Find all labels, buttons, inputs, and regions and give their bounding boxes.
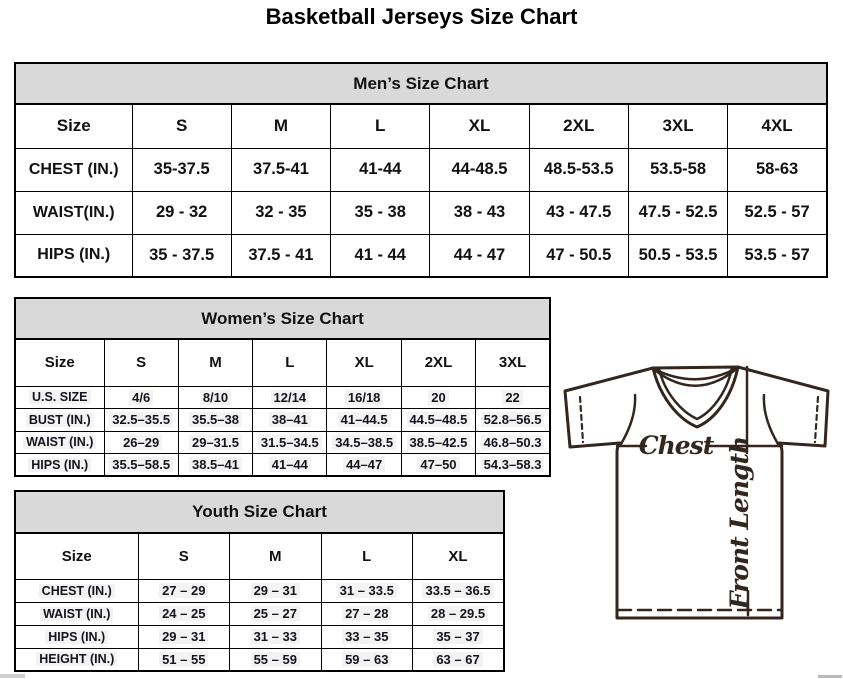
measurement-cell xyxy=(401,454,475,477)
measurement-cell xyxy=(138,579,230,602)
cell-text: 44.5–48.5 xyxy=(407,412,471,427)
jersey-outline-icon xyxy=(565,367,828,618)
measurement-cell: 52.5 - 57 xyxy=(728,191,827,234)
measurement-cell xyxy=(321,625,413,648)
cell-text: 22 xyxy=(502,390,522,405)
table-row xyxy=(15,648,504,671)
row-label xyxy=(15,625,138,648)
measurement-cell xyxy=(253,386,327,409)
size-column-header: 2XL xyxy=(401,339,475,386)
scrollbar-fragment[interactable] xyxy=(818,675,842,678)
row-label xyxy=(15,454,104,477)
cell-text: 31 – 33 xyxy=(251,629,300,644)
size-column-header: L xyxy=(331,104,430,148)
youth-size-chart-section xyxy=(14,490,505,672)
table-row xyxy=(15,148,827,191)
measurement-cell: 44-48.5 xyxy=(430,148,529,191)
measurement-cell xyxy=(230,579,322,602)
size-header-row xyxy=(15,104,827,148)
measurement-cell xyxy=(476,454,550,477)
measurement-cell xyxy=(253,431,327,454)
size-header-row xyxy=(15,533,504,579)
mens-size-chart-section xyxy=(14,62,828,278)
cell-text: 35.5–38 xyxy=(189,412,242,427)
measurement-cell xyxy=(401,386,475,409)
cell-text: 55 – 59 xyxy=(251,652,300,667)
cell-text: 16/18 xyxy=(345,390,384,405)
cell-text: 46.8–50.3 xyxy=(481,435,545,450)
measurement-cell: 53.5-58 xyxy=(628,148,727,191)
cell-text: 38.5–42.5 xyxy=(407,435,471,450)
measurement-cell: 35-37.5 xyxy=(132,148,231,191)
cell-text: 27 – 28 xyxy=(342,606,391,621)
measurement-cell xyxy=(321,648,413,671)
measurement-cell xyxy=(230,602,322,625)
size-column-header: XL xyxy=(430,104,529,148)
table-row xyxy=(15,625,504,648)
size-column-header: S xyxy=(138,533,230,579)
size-column-header: 3XL xyxy=(628,104,727,148)
measurement-cell xyxy=(476,409,550,432)
cell-text: 4/6 xyxy=(129,390,153,405)
chest-label: Chest xyxy=(638,431,714,460)
youth-size-chart-table xyxy=(14,490,505,672)
measurement-cell: 50.5 - 53.5 xyxy=(628,234,727,277)
measurement-cell: 58-63 xyxy=(728,148,827,191)
measurement-cell xyxy=(178,454,252,477)
measurement-cell xyxy=(327,454,401,477)
cell-text: 44–47 xyxy=(343,457,385,472)
cell-text: 26–29 xyxy=(120,435,162,450)
size-column-header: L xyxy=(253,339,327,386)
row-label: WAIST(IN.) xyxy=(15,191,132,234)
table-title: Youth Size Chart xyxy=(15,491,504,533)
measurement-cell xyxy=(476,431,550,454)
row-label xyxy=(15,602,138,625)
row-label: HIPS (IN.) xyxy=(15,234,132,277)
table-title: Women’s Size Chart xyxy=(15,298,550,339)
table-row xyxy=(15,386,550,409)
table-row xyxy=(15,191,827,234)
size-column-header: 3XL xyxy=(476,339,550,386)
measurement-cell xyxy=(413,648,505,671)
front-length-label: Front Length xyxy=(725,436,754,610)
cell-text: 34.5–38.5 xyxy=(332,435,396,450)
measurement-cell xyxy=(327,431,401,454)
cell-text: 29 – 31 xyxy=(159,629,208,644)
measurement-cell xyxy=(178,386,252,409)
table-row xyxy=(15,454,550,477)
cell-text: 8/10 xyxy=(200,390,231,405)
cell-text: 51 – 55 xyxy=(159,652,208,667)
cell-text: 20 xyxy=(428,390,448,405)
table-row xyxy=(15,602,504,625)
cell-text: 25 – 27 xyxy=(251,606,300,621)
measurement-cell xyxy=(230,625,322,648)
measurement-cell: 29 - 32 xyxy=(132,191,231,234)
measurement-cell xyxy=(321,579,413,602)
table-row xyxy=(15,579,504,602)
size-column-header: M xyxy=(178,339,252,386)
cell-text: U.S. SIZE xyxy=(29,390,91,404)
size-column-header: XL xyxy=(413,533,505,579)
measurement-cell xyxy=(413,602,505,625)
size-column-header: 2XL xyxy=(529,104,628,148)
measurement-cell: 41-44 xyxy=(331,148,430,191)
cell-text: 33.5 – 36.5 xyxy=(422,583,493,598)
row-label xyxy=(15,431,104,454)
size-column-header: 4XL xyxy=(728,104,827,148)
measurement-cell xyxy=(253,409,327,432)
cell-text: WAIST (IN.) xyxy=(40,607,113,621)
size-label-header: Size xyxy=(15,533,138,579)
measurement-cell xyxy=(104,386,178,409)
measurement-cell xyxy=(138,625,230,648)
mens-size-chart-table xyxy=(14,62,828,278)
size-column-header: XL xyxy=(327,339,401,386)
size-header-row xyxy=(15,339,550,386)
cell-text: 29–31.5 xyxy=(189,435,242,450)
measurement-cell: 44 - 47 xyxy=(430,234,529,277)
measurement-cell: 37.5 - 41 xyxy=(231,234,330,277)
measurement-cell: 47 - 50.5 xyxy=(529,234,628,277)
measurement-cell: 53.5 - 57 xyxy=(728,234,827,277)
cell-text: 12/14 xyxy=(271,390,310,405)
measurement-cell: 35 - 38 xyxy=(331,191,430,234)
cell-text: 27 – 29 xyxy=(159,583,208,598)
measurement-cell: 32 - 35 xyxy=(231,191,330,234)
table-row xyxy=(15,234,827,277)
horizontal-scrollbar-fragment[interactable] xyxy=(0,674,25,678)
row-label xyxy=(15,386,104,409)
cell-text: 41–44.5 xyxy=(338,412,391,427)
size-column-header: S xyxy=(104,339,178,386)
cell-text: 54.3–58.3 xyxy=(481,457,545,472)
cell-text: 24 – 25 xyxy=(159,606,208,621)
row-label xyxy=(15,579,138,602)
cell-text: HEIGHT (IN.) xyxy=(36,652,117,666)
measurement-cell xyxy=(321,602,413,625)
cell-text: 52.8–56.5 xyxy=(481,412,545,427)
cell-text: 32.5–35.5 xyxy=(109,412,173,427)
measurement-cell xyxy=(476,386,550,409)
measurement-cell xyxy=(178,431,252,454)
measurement-cell xyxy=(401,431,475,454)
size-column-header: M xyxy=(230,533,322,579)
cell-text: 59 – 63 xyxy=(342,652,391,667)
size-label-header: Size xyxy=(15,339,104,386)
row-label xyxy=(15,409,104,432)
measurement-cell xyxy=(138,648,230,671)
measurement-cell: 37.5-41 xyxy=(231,148,330,191)
womens-size-chart-section xyxy=(14,297,551,477)
measurement-cell: 35 - 37.5 xyxy=(132,234,231,277)
measurement-cell xyxy=(413,579,505,602)
cell-text: 47–50 xyxy=(417,457,459,472)
size-column-header: S xyxy=(132,104,231,148)
table-row xyxy=(15,409,550,432)
cell-text: 31 – 33.5 xyxy=(337,583,397,598)
cell-text: BUST (IN.) xyxy=(26,413,94,427)
cell-text: 38–41 xyxy=(269,412,311,427)
measurement-cell xyxy=(138,602,230,625)
cell-text: CHEST (IN.) xyxy=(39,584,115,598)
cell-text: 35.5–58.5 xyxy=(109,457,173,472)
cell-text: 35 – 37 xyxy=(433,629,482,644)
table-row xyxy=(15,431,550,454)
cell-text: HIPS (IN.) xyxy=(28,458,91,472)
row-label: CHEST (IN.) xyxy=(15,148,132,191)
cell-text: 63 – 67 xyxy=(433,652,482,667)
measurement-cell: 43 - 47.5 xyxy=(529,191,628,234)
cell-text: 29 – 31 xyxy=(251,583,300,598)
measurement-cell xyxy=(413,625,505,648)
size-column-header: M xyxy=(231,104,330,148)
measurement-cell: 47.5 - 52.5 xyxy=(628,191,727,234)
page-title: Basketball Jerseys Size Chart xyxy=(265,4,578,29)
cell-text: 41–44 xyxy=(269,457,311,472)
cell-text: 31.5–34.5 xyxy=(258,435,322,450)
cell-text: 28 – 29.5 xyxy=(428,606,488,621)
measurement-cell xyxy=(253,454,327,477)
cell-text: 38.5–41 xyxy=(189,457,242,472)
cell-text: 33 – 35 xyxy=(342,629,391,644)
measurement-cell: 38 - 43 xyxy=(430,191,529,234)
measurement-cell: 48.5-53.5 xyxy=(529,148,628,191)
measurement-cell xyxy=(104,431,178,454)
measurement-cell xyxy=(104,454,178,477)
size-label-header: Size xyxy=(15,104,132,148)
measurement-cell xyxy=(230,648,322,671)
row-label xyxy=(15,648,138,671)
cell-text: HIPS (IN.) xyxy=(45,630,108,644)
cell-text: WAIST (IN.) xyxy=(23,435,96,449)
measurement-cell xyxy=(327,386,401,409)
measurement-cell xyxy=(327,409,401,432)
size-column-header: L xyxy=(321,533,413,579)
measurement-cell xyxy=(178,409,252,432)
table-title: Men’s Size Chart xyxy=(15,63,827,104)
measurement-cell xyxy=(401,409,475,432)
womens-size-chart-table xyxy=(14,297,551,477)
jersey-measurement-diagram xyxy=(555,353,843,643)
measurement-cell xyxy=(104,409,178,432)
measurement-cell: 41 - 44 xyxy=(331,234,430,277)
